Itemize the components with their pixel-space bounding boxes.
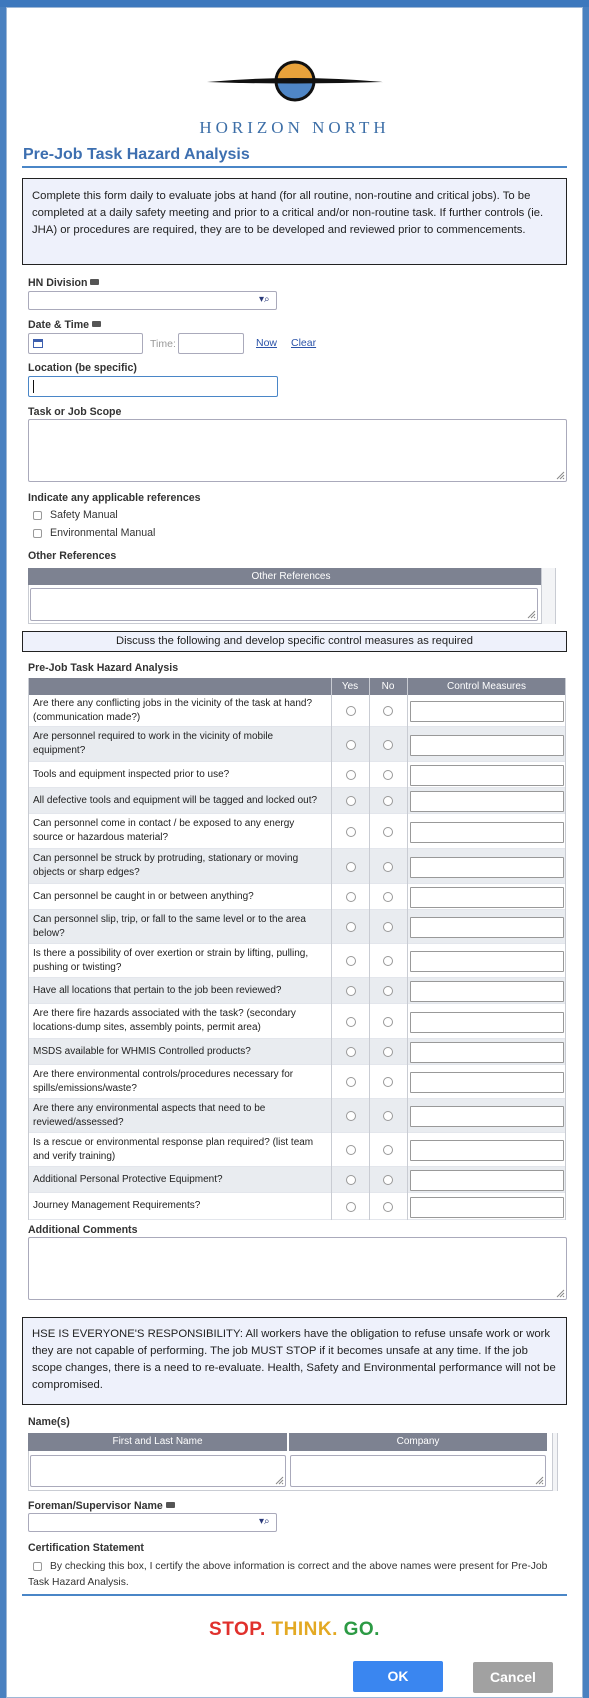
yes-radio[interactable] xyxy=(346,1145,356,1155)
hse-statement: HSE IS EVERYONE'S RESPONSIBILITY: All workers have the obligation to refuse unsafe work or work they are not capable of performing. The job MUST STOP if it becomes unsafe at any time. If the job scope changes, there is a need to re-evaluate. Health, Safety and Environmental performance will not be compromised. xyxy=(22,1317,567,1405)
resize-grip-icon[interactable] xyxy=(275,1476,284,1485)
safety-manual-checkbox[interactable] xyxy=(33,511,42,520)
hazard-question: Are there fire hazards associated with the task? (secondary locations-dump sites, assembly points, permit area) xyxy=(33,1008,296,1033)
control-measures-input[interactable] xyxy=(410,981,564,1002)
yes-radio[interactable] xyxy=(346,796,356,806)
brand-name: HORIZON NORTH xyxy=(199,118,390,137)
now-link[interactable]: Now xyxy=(256,337,278,349)
column-no: No xyxy=(381,681,395,692)
hazard-question: Are there any conflicting jobs in the vicinity of the task at hand? (communication made?) xyxy=(33,697,313,723)
hazard-question: Is a rescue or environmental response plan required? (list team and verify training) xyxy=(33,1136,314,1162)
environmental-manual-label: Environmental Manual xyxy=(50,527,156,539)
foreman-lookup[interactable] xyxy=(28,1513,277,1532)
hazard-row xyxy=(28,1065,566,1099)
yes-radio[interactable] xyxy=(346,1175,356,1185)
hazard-row xyxy=(28,1039,566,1065)
yes-radio[interactable] xyxy=(346,706,356,716)
yes-radio[interactable] xyxy=(346,1077,356,1087)
table-border xyxy=(28,678,29,1220)
hazard-question: Additional Personal Protective Equipment? xyxy=(33,1173,223,1185)
yes-radio[interactable] xyxy=(346,956,356,966)
resize-grip-icon[interactable] xyxy=(535,1476,544,1485)
references-label: Indicate any applicable references xyxy=(28,492,201,504)
calendar-icon[interactable] xyxy=(33,338,43,348)
control-measures-input[interactable] xyxy=(410,857,564,878)
no-radio[interactable] xyxy=(383,827,393,837)
lookup-search-icon[interactable]: ▾⌕ xyxy=(259,294,270,305)
required-icon xyxy=(90,279,99,285)
other-references-column-header: Other References xyxy=(28,568,554,585)
certification-text: By checking this box, I certify the above information is correct and the above names were present for Pre-Job Task Hazard Analysis. xyxy=(28,1561,548,1588)
hazard-question: All defective tools and equipment will be tagged and locked out? xyxy=(33,794,318,806)
hazard-question: Can personnel slip, trip, or fall to the same level or to the area below? xyxy=(33,913,306,939)
hazard-question: Are there any environmental aspects that need to be reviewed/assessed? xyxy=(33,1102,266,1128)
control-measures-input[interactable] xyxy=(410,887,564,908)
hazard-row xyxy=(28,944,566,978)
clear-link[interactable]: Clear xyxy=(291,337,317,349)
grid-scrollbar[interactable] xyxy=(552,1433,558,1491)
safety-manual-label: Safety Manual xyxy=(50,509,118,521)
hazard-table-header xyxy=(28,678,566,695)
yes-radio[interactable] xyxy=(346,1017,356,1027)
intro-text: Complete this form daily to evaluate jobs at hand (for all routine, non-routine and critical jobs). To be completed at a daily safety meeting and prior to a critical and/or non-routine task. If further controls (ie. JHA) or procedures are required, they are to be developed and reviewed prior to commencements. xyxy=(22,178,567,265)
company-textarea[interactable] xyxy=(290,1455,546,1487)
hazard-row xyxy=(28,1004,566,1039)
no-radio[interactable] xyxy=(383,1175,393,1185)
no-radio[interactable] xyxy=(383,956,393,966)
other-references-textarea[interactable] xyxy=(30,588,538,621)
hazard-question: Can personnel be caught in or between anything? xyxy=(33,890,254,902)
control-measures-input[interactable] xyxy=(410,791,564,812)
datetime-label: Date & Time xyxy=(28,319,101,331)
hazard-row xyxy=(28,1167,566,1193)
yes-radio[interactable] xyxy=(346,770,356,780)
column-yes: Yes xyxy=(341,681,359,692)
no-radio[interactable] xyxy=(383,706,393,716)
hazard-question: Have all locations that pertain to the job been reviewed? xyxy=(33,984,282,996)
slogan-stop: STOP. xyxy=(209,1619,266,1640)
hazard-row xyxy=(28,814,566,849)
yes-radio[interactable] xyxy=(346,892,356,902)
slogan-go: GO. xyxy=(343,1619,380,1640)
hazard-row xyxy=(28,762,566,788)
no-radio[interactable] xyxy=(383,986,393,996)
control-measures-input[interactable] xyxy=(410,1170,564,1191)
division-label: HN Division xyxy=(28,277,99,289)
no-radio[interactable] xyxy=(383,1145,393,1155)
comments-textarea[interactable] xyxy=(28,1237,567,1300)
control-measures-input[interactable] xyxy=(410,1042,564,1063)
lookup-search-icon[interactable]: ▾⌕ xyxy=(259,1516,270,1527)
hazard-question: MSDS available for WHMIS Controlled products? xyxy=(33,1045,251,1057)
date-input[interactable] xyxy=(28,333,143,354)
slogan xyxy=(0,1619,589,1641)
yes-radio[interactable] xyxy=(346,1047,356,1057)
column-company: Company xyxy=(289,1433,547,1451)
hazard-question: Are there environmental controls/procedures necessary for spills/emissions/waste? xyxy=(33,1068,294,1094)
task-textarea[interactable] xyxy=(28,419,567,482)
hazard-row xyxy=(28,978,566,1004)
other-references-label: Other References xyxy=(28,550,117,562)
grid-scrollbar[interactable] xyxy=(541,568,556,624)
resize-grip-icon[interactable] xyxy=(556,471,565,480)
required-icon xyxy=(92,321,101,327)
hazard-question: Tools and equipment inspected prior to use? xyxy=(33,768,230,780)
no-radio[interactable] xyxy=(383,892,393,902)
resize-grip-icon[interactable] xyxy=(556,1289,565,1298)
name-textarea[interactable] xyxy=(30,1455,286,1487)
hazard-row xyxy=(28,788,566,814)
no-radio[interactable] xyxy=(383,1202,393,1212)
location-label: Location (be specific) xyxy=(28,362,137,374)
hazard-row xyxy=(28,1133,566,1167)
hazard-question: Can personnel come in contact / be exposed to any energy source or hazardous material? xyxy=(33,818,295,843)
yes-radio[interactable] xyxy=(346,827,356,837)
control-measures-input[interactable] xyxy=(410,1140,564,1161)
yes-radio[interactable] xyxy=(346,922,356,932)
page-title: Pre-Job Task Hazard Analysis xyxy=(23,146,250,163)
no-radio[interactable] xyxy=(383,740,393,750)
time-label: Time: xyxy=(150,338,176,350)
task-label: Task or Job Scope xyxy=(28,406,122,418)
control-measures-input[interactable] xyxy=(410,701,564,722)
environmental-manual-checkbox[interactable] xyxy=(33,529,42,538)
hazard-row xyxy=(28,884,566,910)
certification-divider xyxy=(22,1594,567,1596)
required-icon xyxy=(166,1502,175,1508)
no-radio[interactable] xyxy=(383,1077,393,1087)
yes-radio[interactable] xyxy=(346,740,356,750)
certification-label: Certification Statement xyxy=(28,1542,144,1554)
column-divider xyxy=(369,678,370,1220)
foreman-label: Foreman/Supervisor Name xyxy=(28,1500,175,1512)
no-radio[interactable] xyxy=(383,770,393,780)
control-measures-input[interactable] xyxy=(410,735,564,756)
control-measures-input[interactable] xyxy=(410,917,564,938)
control-measures-input[interactable] xyxy=(410,1197,564,1218)
control-measures-input[interactable] xyxy=(410,1012,564,1033)
time-input[interactable] xyxy=(178,333,244,354)
no-radio[interactable] xyxy=(383,922,393,932)
hazard-section-label: Pre-Job Task Hazard Analysis xyxy=(28,662,179,674)
hazard-question: Is there a possibility of over exertion or strain by lifting, pulling, pushing or twisting? xyxy=(33,947,309,973)
no-radio[interactable] xyxy=(383,1111,393,1121)
names-label: Name(s) xyxy=(28,1416,70,1428)
yes-radio[interactable] xyxy=(346,862,356,872)
cancel-button[interactable]: Cancel xyxy=(473,1662,553,1693)
no-radio[interactable] xyxy=(383,796,393,806)
window-top-bar xyxy=(0,0,589,7)
resize-grip-icon[interactable] xyxy=(527,610,536,619)
no-radio[interactable] xyxy=(383,862,393,872)
slogan-think: THINK. xyxy=(271,1619,338,1640)
hazard-question: Are personnel required to work in the vicinity of mobile equipment? xyxy=(33,731,274,756)
hazard-row xyxy=(28,910,566,944)
location-input[interactable] xyxy=(28,376,278,397)
column-first-last-name: First and Last Name xyxy=(28,1433,287,1451)
control-measures-input[interactable] xyxy=(410,1072,564,1093)
control-measures-input[interactable] xyxy=(410,951,564,972)
column-divider xyxy=(407,678,408,1220)
hazard-question: Can personnel be struck by protruding, stationary or moving objects or sharp edges? xyxy=(33,853,299,878)
hazard-question: Journey Management Requirements? xyxy=(33,1200,201,1211)
text-cursor xyxy=(33,380,34,393)
horizon-north-logo xyxy=(205,56,385,112)
hazard-row xyxy=(28,727,566,762)
no-radio[interactable] xyxy=(383,1017,393,1027)
yes-radio[interactable] xyxy=(346,986,356,996)
division-lookup[interactable] xyxy=(28,291,277,310)
hazard-row xyxy=(28,695,566,727)
table-border xyxy=(565,678,566,1220)
column-control-measures: Control Measures xyxy=(447,681,526,692)
no-radio[interactable] xyxy=(383,1047,393,1057)
title-divider xyxy=(22,166,567,168)
hazard-row xyxy=(28,1099,566,1133)
control-measures-input[interactable] xyxy=(410,765,564,786)
yes-radio[interactable] xyxy=(346,1111,356,1121)
comments-label: Additional Comments xyxy=(28,1224,138,1236)
column-divider xyxy=(331,678,332,1220)
discussion-banner: Discuss the following and develop specific control measures as required xyxy=(22,631,567,652)
control-measures-input[interactable] xyxy=(410,822,564,843)
ok-button[interactable]: OK xyxy=(353,1661,443,1692)
yes-radio[interactable] xyxy=(346,1202,356,1212)
hazard-row xyxy=(28,1193,566,1220)
control-measures-input[interactable] xyxy=(410,1106,564,1127)
hazard-row xyxy=(28,849,566,884)
